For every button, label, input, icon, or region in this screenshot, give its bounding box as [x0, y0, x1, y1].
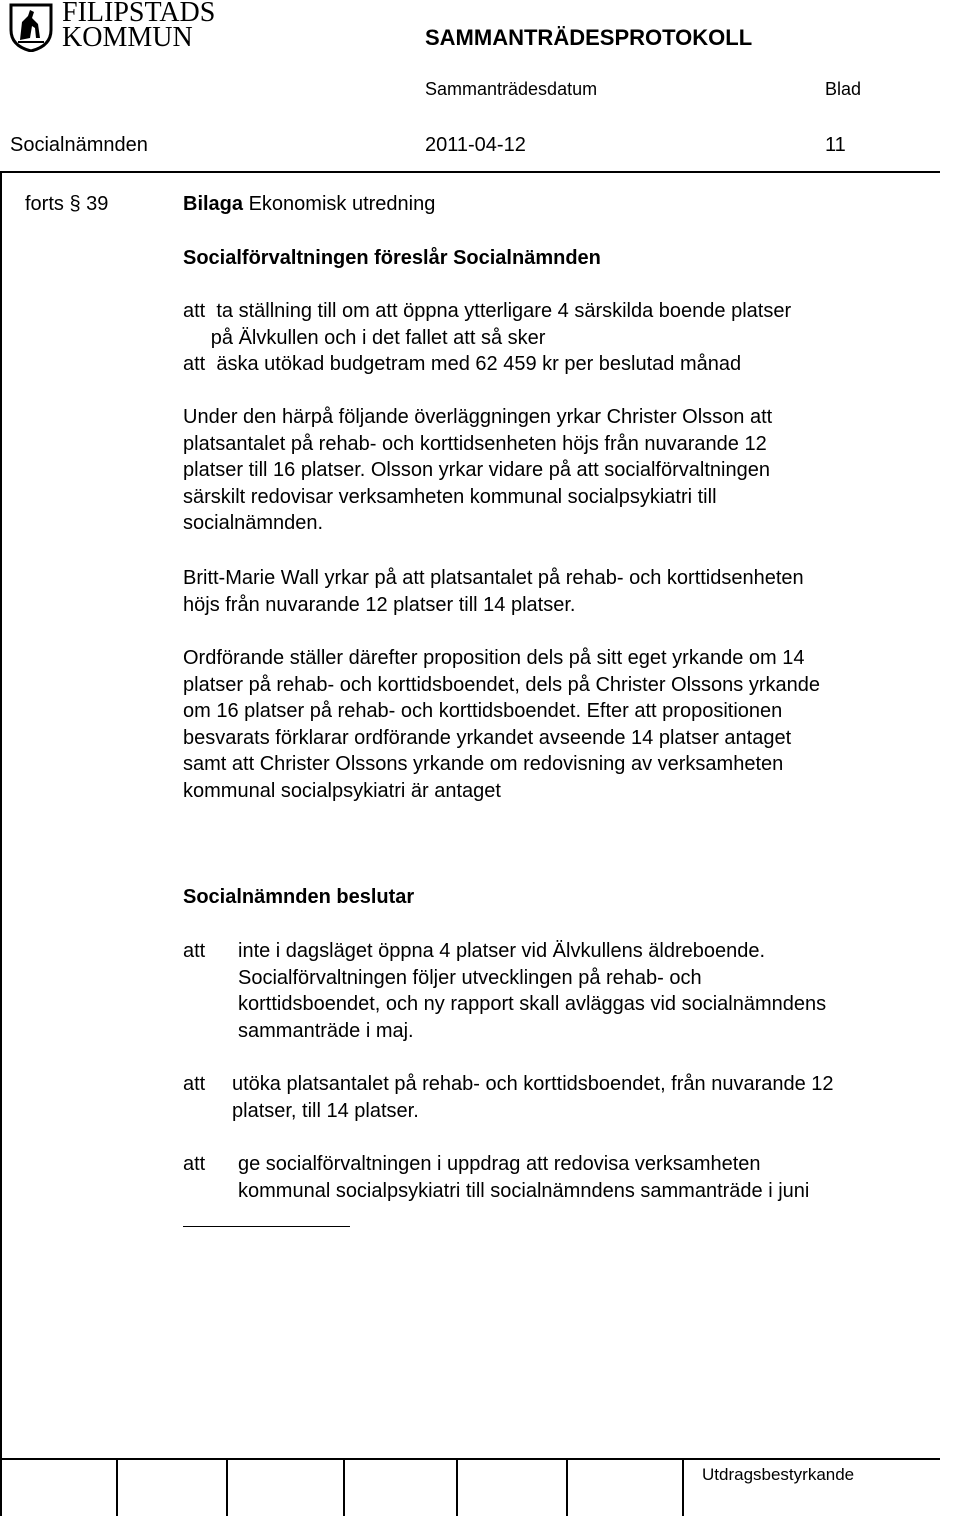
section-title-bold: Bilaga [183, 193, 244, 215]
left-margin-line [0, 171, 2, 1516]
text-line: inte i dagsläget öppna 4 platser vid Älvkullens äldreboende. [238, 940, 766, 962]
text-line: socialnämnden. [183, 512, 324, 534]
footer-divider [226, 1458, 228, 1516]
footer-divider [566, 1458, 568, 1516]
footer-divider [682, 1458, 684, 1516]
text-line: platsantalet på rehab- och korttidsenheten höjs från nuvarande 12 [183, 432, 767, 455]
footer-divider [456, 1458, 458, 1516]
decision-marker-1: att [183, 940, 206, 962]
decision-item-2 [232, 1071, 834, 1124]
text-line: särskilt redovisar verksamheten kommunal socialpsykiatri till [183, 485, 717, 508]
text-line: ge socialförvaltningen i uppdrag att redovisa verksamheten [238, 1153, 761, 1175]
text-line: besvarats förklarar ordförande yrkandet avseende 14 platser antaget [183, 726, 792, 749]
extract-certification-label: Utdragsbestyrkande [702, 1465, 855, 1484]
text-line: platser, till 14 platser. [232, 1099, 419, 1122]
logo-line-2: KOMMUN [62, 22, 193, 53]
meeting-date: 2011-04-12 [425, 134, 526, 156]
proposal-line: på Älvkullen och i det fallet att så sker [183, 326, 546, 349]
page-label: Blad [825, 79, 862, 99]
section-ref-prefix: forts [25, 193, 64, 215]
committee-name: Socialnämnden [10, 134, 148, 156]
text-line: utöka platsantalet på rehab- och korttidsboendet, från nuvarande 12 [232, 1073, 834, 1095]
signature-line [183, 1226, 350, 1227]
section-symbol: § [69, 193, 81, 215]
decision-marker-3: att [183, 1153, 206, 1175]
discussion-paragraph-2 [183, 565, 943, 618]
text-line: kommunal socialpsykiatri är antaget [183, 779, 501, 802]
page-number: 11 [825, 134, 846, 156]
text-line: Socialförvaltningen följer utvecklingen på rehab- och [238, 966, 702, 989]
section-reference [25, 191, 108, 218]
proposal-heading: Socialförvaltningen föreslår Socialnämnden [183, 247, 601, 269]
decision-heading: Socialnämnden beslutar [183, 886, 415, 908]
text-line: sammanträde i maj. [238, 1019, 414, 1042]
footer-top-line [0, 1458, 940, 1460]
footer-divider [116, 1458, 118, 1516]
text-line: platser till 16 platser. Olsson yrkar vidare på att socialförvaltningen [183, 459, 770, 481]
municipality-logo [8, 2, 218, 54]
text-line: korttidsboendet, och ny rapport skall avläggas vid socialnämndens [238, 993, 827, 1015]
logo-line-1: FILIPSTADS [62, 0, 216, 28]
decision-item-3 [238, 1151, 809, 1204]
section-title [183, 191, 435, 218]
decision-marker-2: att [183, 1073, 206, 1095]
proposal-list [183, 298, 943, 378]
text-line: Under den härpå följande överläggningen yrkar Christer Olsson att [183, 406, 773, 428]
coat-of-arms-icon [8, 2, 54, 52]
proposal-line: att ta ställning till om att öppna ytterligare 4 särskilda boende platser [183, 300, 792, 322]
footer-divider [343, 1458, 345, 1516]
section-title-rest: Ekonomisk utredning [248, 193, 436, 215]
text-line: Britt-Marie Wall yrkar på att platsantalet på rehab- och korttidsenheten [183, 567, 804, 589]
text-line: om 16 platser på rehab- och korttidsboendet. Efter att propositionen [183, 700, 783, 722]
discussion-paragraph-3 [183, 645, 943, 804]
document-type: SAMMANTRÄDESPROTOKOLL [425, 25, 753, 50]
text-line: Ordförande ställer därefter proposition dels på sitt eget yrkande om 14 [183, 647, 805, 669]
text-line: platser på rehab- och korttidsboendet, dels på Christer Olssons yrkande [183, 673, 821, 696]
text-line: kommunal socialpsykiatri till socialnämndens sammanträde i juni [238, 1179, 810, 1202]
discussion-paragraph-1 [183, 404, 943, 537]
text-line: samt att Christer Olssons yrkande om redovisning av verksamheten [183, 753, 784, 775]
decision-item-1 [238, 938, 826, 1044]
proposal-line: att äska utökad budgetram med 62 459 kr per beslutad månad [183, 353, 742, 375]
header-divider [0, 171, 940, 173]
section-number: 39 [86, 193, 109, 215]
footer-divider [0, 1440, 2, 1516]
date-label: Sammanträdesdatum [425, 79, 598, 99]
text-line: höjs från nuvarande 12 platser till 14 platser. [183, 593, 576, 616]
